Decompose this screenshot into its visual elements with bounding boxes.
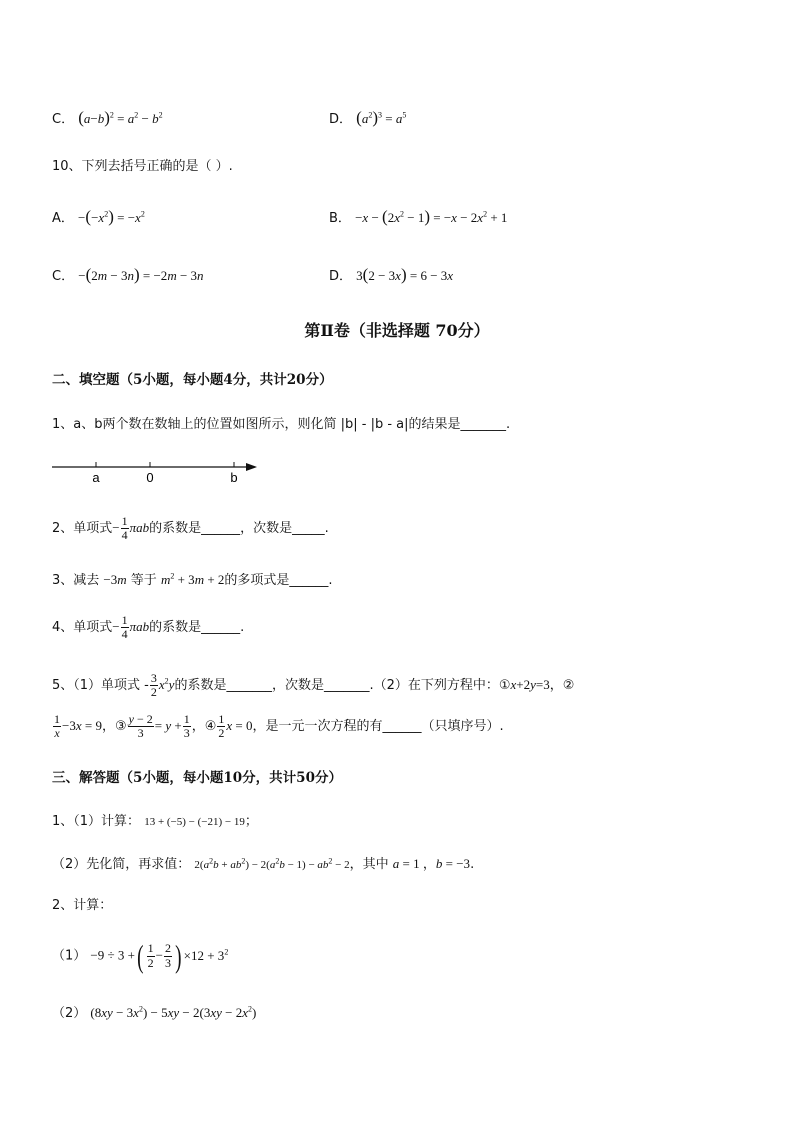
- q10-option-c: [52, 266, 204, 283]
- fraction-one-quarter: $\frac{1}{4}$: [121, 613, 128, 642]
- section2-heading: 二、填空题（5小题，每小题4分，共计20分）: [52, 372, 333, 388]
- fraction-one-half: $\frac{1}{2}$: [218, 712, 225, 741]
- label-b: b: [230, 470, 238, 485]
- q5-line1-end: ，②: [549, 678, 575, 694]
- q2-prefix: 2、单项式: [52, 521, 113, 537]
- part2-title: 第Ⅱ卷（非选择题 70分）: [304, 321, 490, 340]
- option-label: B．: [329, 211, 351, 226]
- fraction-one-over-x: $\frac{1}{x}$: [54, 712, 60, 741]
- q10-d-formula: 3(2 − 3x) = 6 − 3x: [356, 265, 454, 284]
- q5-c3: ，③: [101, 719, 127, 735]
- q1-part2-prefix: （2）先化简，再求值：: [52, 857, 191, 872]
- q3-suffix: 的多项式是______.: [224, 573, 333, 588]
- q5-line2-end: ，是一元一次方程的有______（只填序号）.: [252, 719, 504, 735]
- s2-q2: 2、单项式− $\frac{1}{4}$ πab的系数是______，次数是_____.: [52, 514, 329, 543]
- s3-q1-part1: [52, 815, 258, 828]
- s2-q3: [52, 573, 333, 587]
- q1-part1-suffix: ；: [244, 814, 258, 829]
- q4-suffix: 的系数是______.: [149, 620, 245, 636]
- q9-d-formula: $(a^2)^3 = a^5$: [356, 108, 407, 127]
- fraction-y-minus-2-over-3: $\frac{y - 2}{3}$: [128, 712, 153, 741]
- q10-option-b: [329, 208, 507, 225]
- s2-q4: 4、单项式− $\frac{1}{4}$ πab的系数是______.: [52, 613, 245, 642]
- q2-monomial: πab: [129, 520, 150, 536]
- q5-eq2: −3x = 9: [62, 718, 102, 734]
- s2-q5-line2: [52, 713, 504, 740]
- q3-polynomial: $m^2 + 3m + 2$: [160, 571, 225, 587]
- q5-c4: ，④: [191, 719, 217, 735]
- q2-part1-expression: −9 ÷ 3 +: [90, 947, 135, 963]
- option-label: C．: [52, 269, 75, 284]
- q5-eq1: x+2y=3: [510, 677, 550, 693]
- option-label: D．: [329, 269, 353, 284]
- number-line-arrow: [246, 463, 257, 471]
- s3-q2-part1: （1） −9 ÷ 3 +( $\frac{1}{2}$ − $\frac{2}{3}$ ) $\times 12 + 3^2$: [52, 938, 229, 974]
- q10-a-formula: $-(-x^2) = -x^2$: [78, 207, 145, 226]
- q1-part1-expression: 13 + (−5) − (−21) − 19: [144, 816, 245, 828]
- q1-part2-end: .: [470, 857, 475, 872]
- option-label: C．: [52, 112, 75, 127]
- q1-part1-prefix: 1、（1）计算：: [52, 814, 141, 829]
- fraction-three-halves: $\frac{3}{2}$: [150, 671, 157, 700]
- s2-q1-stem: 1、a、b两个数在数轴上的位置如图所示，则化简 |b| - |b - a|的结果是_______.: [52, 417, 511, 432]
- q1-part2-values: a = 1 ，b = −3: [392, 856, 471, 871]
- q10-stem: 10、下列去括号正确的是（ ）.: [52, 159, 233, 174]
- q2-part2-expression: $(8xy - 3x^2) - 5xy - 2(3xy - 2x^2)$: [90, 1004, 257, 1020]
- q5-monomial: $x^2y$: [158, 676, 175, 693]
- s3-q1-part2: [52, 857, 474, 871]
- q1-part2-expression: $2(a^2b + ab^2) - 2(a^2b - 1) - ab^2 - 2$: [194, 856, 350, 871]
- option-label: A．: [52, 211, 74, 226]
- fraction-one-third: $\frac{1}{3}$: [183, 712, 190, 741]
- q10-c-formula: −(2m − 3n) = −2m − 3n: [78, 265, 204, 284]
- q9-c-formula: $(a-b)^2 = a^2 - b^2$: [78, 108, 163, 127]
- q1-part2-mid: ，其中: [349, 857, 389, 872]
- q5-eq3: = y +: [154, 718, 182, 734]
- s3-q2-part2: [52, 1006, 256, 1020]
- label-0: 0: [146, 470, 154, 485]
- q10-option-d: [329, 266, 453, 283]
- q5-mid: 的系数是_______，次数是_______.（2）在下列方程中：①: [174, 678, 511, 694]
- q2-part1-label: （1）: [52, 948, 87, 964]
- q2-suffix: 的系数是______，次数是_____.: [149, 521, 329, 537]
- number-line: [50, 458, 262, 486]
- s3-q2-stem: 2、计算：: [52, 898, 113, 913]
- q3-term: −3m: [103, 572, 127, 587]
- fraction-one-quarter: $\frac{1}{4}$: [121, 514, 128, 543]
- q9-option-c: [52, 109, 163, 126]
- q4-prefix: 4、单项式: [52, 620, 113, 636]
- q4-monomial: πab: [129, 619, 150, 635]
- q3-middle: 等于: [130, 573, 157, 588]
- option-label: D．: [329, 112, 353, 127]
- section3-heading: 三、解答题（5小题，每小题10分，共计50分）: [52, 770, 342, 786]
- q2-part2-label: （2）: [52, 1006, 87, 1021]
- label-a: a: [92, 470, 100, 485]
- s2-q5-line1: [52, 672, 574, 699]
- q10-option-a: [52, 208, 145, 225]
- q10-b-formula: $-x - (2x^2 - 1) = -x - 2x^2 + 1$: [355, 207, 508, 226]
- q5-prefix: 5、（1）单项式 -: [52, 678, 149, 694]
- q3-prefix: 3、减去: [52, 573, 100, 588]
- q5-eq4: x = 0: [226, 718, 253, 734]
- q9-option-d: [329, 109, 406, 126]
